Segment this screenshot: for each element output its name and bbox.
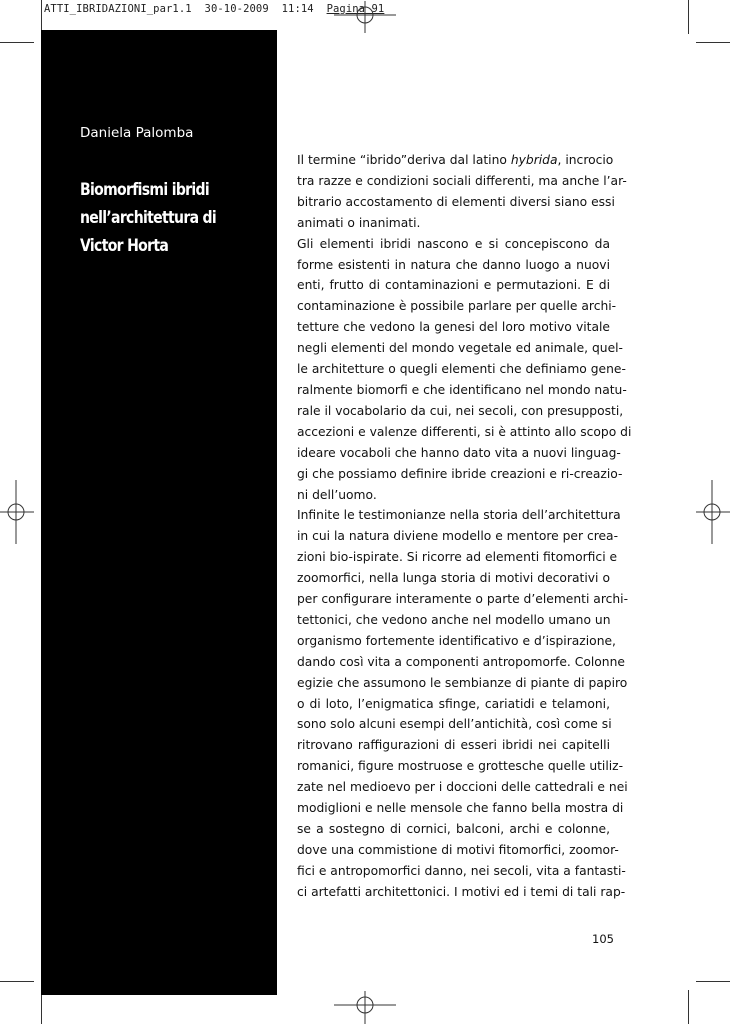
body-line: fici e antropomorfici danno, nei secoli, vita a fantasti- xyxy=(297,863,626,878)
registration-mark-right-icon xyxy=(696,480,730,544)
body-line: ci artefatti architettonici. I motivi ed i temi di tali rap- xyxy=(297,884,626,899)
body-line: in cui la natura diviene modello e mentore per crea- xyxy=(297,529,619,544)
crop-mark xyxy=(696,42,730,43)
body-line: zate nel medioevo per i doccioni delle cattedrali e nei xyxy=(297,780,628,795)
body-line: o di loto, l’enigmatica sfinge, cariatidi e telamoni, xyxy=(297,696,610,711)
body-line: romanici, figure mostruose e grottesche quelle utiliz- xyxy=(297,759,624,774)
body-line: animati o inanimati. xyxy=(297,215,421,230)
body-line: organismo fortemente identificativo e d’ispirazione, xyxy=(297,633,616,648)
registration-mark-top-icon xyxy=(334,1,396,33)
crop-mark xyxy=(688,990,689,1024)
slug-time: 11:14 xyxy=(281,3,314,15)
body-line: ralmente biomorfi e che identificano nel mondo natu- xyxy=(297,382,627,397)
body-line-start: Il termine “ibrido”deriva dal latino xyxy=(297,153,511,167)
crop-mark xyxy=(41,990,42,1024)
body-line: gi che possiamo definire ibride creazioni e ri-creazio- xyxy=(297,466,623,481)
body-line: tetture che vedono la genesi del loro motivo vitale xyxy=(297,320,610,335)
body-line: per configurare interamente o parte d’elementi archi- xyxy=(297,592,629,607)
body-line: le architetture o quegli elementi che definiamo gene- xyxy=(297,362,626,377)
page-number: 105 xyxy=(592,932,614,946)
body-line: forme esistenti in natura che danno luogo a nuovi xyxy=(297,257,610,272)
crop-mark xyxy=(696,981,730,982)
body-line: negli elementi del mondo vegetale ed animale, quel- xyxy=(297,341,623,356)
crop-mark xyxy=(0,981,34,982)
slug-file: ATTI_IBRIDAZIONI_par1.1 xyxy=(44,3,192,15)
body-text xyxy=(297,150,632,903)
body-line: rale il vocabolario da cui, nei secoli, con presupposti, xyxy=(297,403,624,418)
body-line: Infinite le testimonianze nella storia dell’architettura xyxy=(297,508,621,523)
article-title xyxy=(80,176,242,260)
body-line: tra razze e condizioni sociali differenti, ma anche l’ar- xyxy=(297,173,627,188)
author-name: Daniela Palomba xyxy=(80,125,194,141)
article-title-line: Biomorfismi ibridi xyxy=(80,180,210,199)
body-line: tettonici, che vedono anche nel modello umano un xyxy=(297,612,611,627)
body-line-end: , incrocio xyxy=(557,153,614,167)
body-line: egizie che assumono le sembianze di piante di papiro xyxy=(297,675,628,690)
body-line: bitrario accostamento di elementi diversi siano essi xyxy=(297,194,615,209)
crop-mark xyxy=(41,0,42,34)
body-line: ni dell’uomo. xyxy=(297,487,377,502)
body-line: dove una commistione di motivi fitomorfici, zoomor- xyxy=(297,842,619,857)
title-panel xyxy=(41,30,277,995)
body-line: Gli elementi ibridi nascono e si concepiscono da xyxy=(297,236,610,251)
body-line: accezioni e valenze differenti, si è attinto allo scopo di xyxy=(297,424,632,439)
body-line xyxy=(297,150,614,171)
body-line: dando così vita a componenti antropomorfe. Colonne xyxy=(297,654,625,669)
body-line: ritrovano raffigurazioni di esseri ibridi nei capitelli xyxy=(297,738,610,753)
body-line: sono solo alcuni esempi dell’antichità, così come si xyxy=(297,717,612,732)
registration-mark-left-icon xyxy=(0,480,34,544)
body-line: contaminazione è possibile parlare per quelle archi- xyxy=(297,299,617,314)
italic-term: hybrida xyxy=(510,153,558,167)
body-line: enti, frutto di contaminazioni e permutazioni. E di xyxy=(297,278,610,293)
registration-mark-bottom-icon xyxy=(334,991,396,1024)
crop-mark xyxy=(0,42,34,43)
slug-date: 30-10-2009 xyxy=(204,3,269,15)
body-line: zoomorfici, nella lunga storia di motivi decorativi o xyxy=(297,571,610,586)
crop-mark xyxy=(688,0,689,34)
article-title-line: nell’architettura di xyxy=(80,208,217,227)
body-line: ideare vocaboli che hanno dato vita a nuovi linguag- xyxy=(297,445,621,460)
article-title-line: Victor Horta xyxy=(80,236,169,255)
slug-page: Pagina 91 xyxy=(326,3,385,15)
body-line: se a sostegno di cornici, balconi, archi e colonne, xyxy=(297,822,610,836)
body-line: modiglioni e nelle mensole che fanno bella mostra di xyxy=(297,801,624,816)
body-line: zioni bio-ispirate. Si ricorre ad elementi fitomorfici e xyxy=(297,550,618,565)
